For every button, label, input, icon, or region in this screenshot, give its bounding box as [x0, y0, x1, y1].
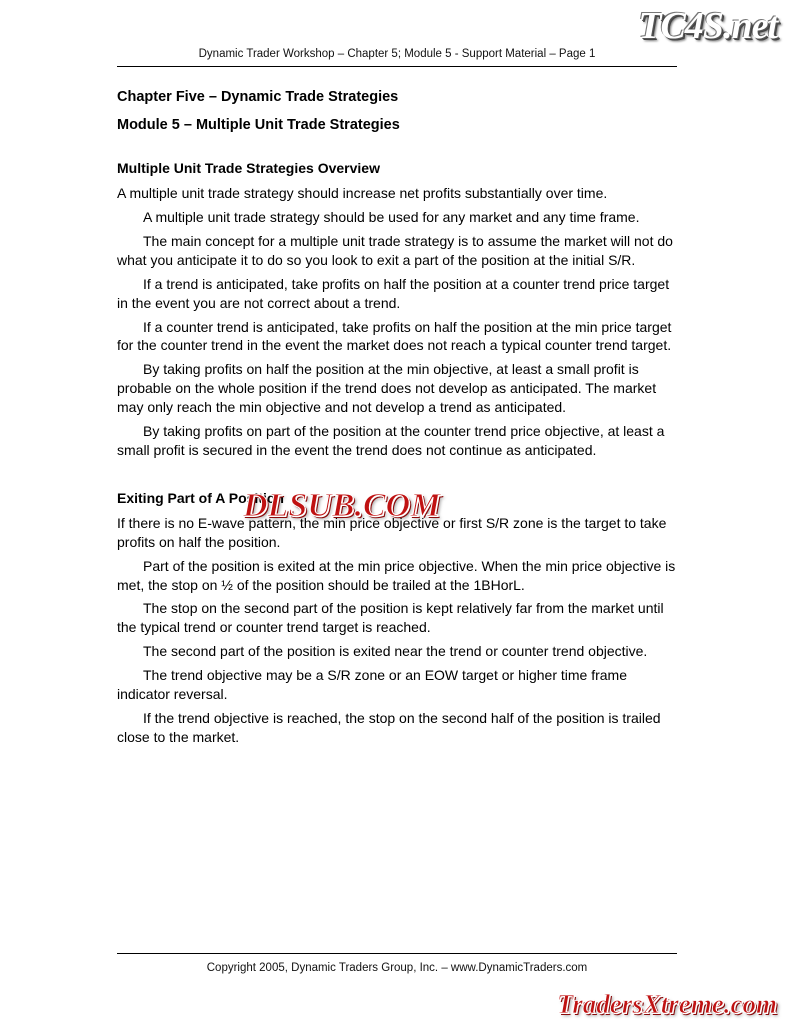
paragraph: Part of the position is exited at the min price objective. When the min price objective is met, the stop on ½ of the position should be trailed at the 1BHorL. [117, 557, 676, 593]
paragraph: If a trend is anticipated, take profits on half the position at a counter trend price target in the event you are not correct about a trend. [117, 275, 670, 311]
module-title: Module 5 – Multiple Unit Trade Strategies [117, 117, 400, 134]
footer-divider [117, 953, 677, 954]
paragraph: The trend objective may be a S/R zone or an EOW target or higher time frame indicator reversal. [117, 667, 627, 702]
paragraph: The second part of the position is exited near the trend or counter trend objective. [143, 643, 648, 660]
paragraph: A multiple unit trade strategy should increase net profits substantially over time. [117, 185, 608, 202]
watermark-top-right: TC4S.net [638, 5, 777, 47]
paragraph: The stop on the second part of the position is kept relatively far from the market until the typical trend or counter trend target is reached. [117, 600, 664, 636]
paragraph: If there is no E-wave pattern, the min price objective or first S/R zone is the target to take profits on half the position. [117, 514, 667, 550]
watermark-bottom-right: TradersXtreme.com [556, 989, 777, 1019]
running-head: Dynamic Trader Workshop – Chapter 5; Module 5 - Support Material – Page 1 [198, 48, 596, 60]
document-body [117, 88, 679, 752]
paragraph: If a counter trend is anticipated, take profits on half the position at the min price target for the counter trend in the event the market does not reach a typical counter trend target. [117, 318, 672, 354]
paragraph: If the trend objective is reached, the stop on the second half of the position is trailed close to the market. [117, 709, 661, 745]
paragraph: The main concept for a multiple unit trade strategy is to assume the market will not do what you anticipate it to do so you look to exit a part of the position at the initial S/R. [117, 233, 673, 268]
paragraph: A multiple unit trade strategy should be used for any market and any time frame. [143, 209, 640, 226]
chapter-title: Chapter Five – Dynamic Trade Strategies [117, 89, 399, 105]
paragraph: By taking profits on half the position at the min objective, at least a small profit is probable on the whole position if the trend does not develop as anticipated. The market may only reach the min objective and not develop a trend as anticipated. [117, 361, 657, 416]
footer-copyright: Copyright 2005, Dynamic Traders Group, Inc. – www.DynamicTraders.com [206, 962, 588, 974]
section-heading-exiting: Exiting Part of A Position [117, 489, 284, 506]
paragraph: By taking profits on part of the position at the counter trend price objective, at least a small profit is secured in the event the trend does not continue as anticipated. [117, 423, 665, 458]
watermark-center: DLSUB.COM [243, 487, 441, 524]
header-divider [117, 66, 677, 67]
section-heading-overview: Multiple Unit Trade Strategies Overview [117, 160, 380, 177]
